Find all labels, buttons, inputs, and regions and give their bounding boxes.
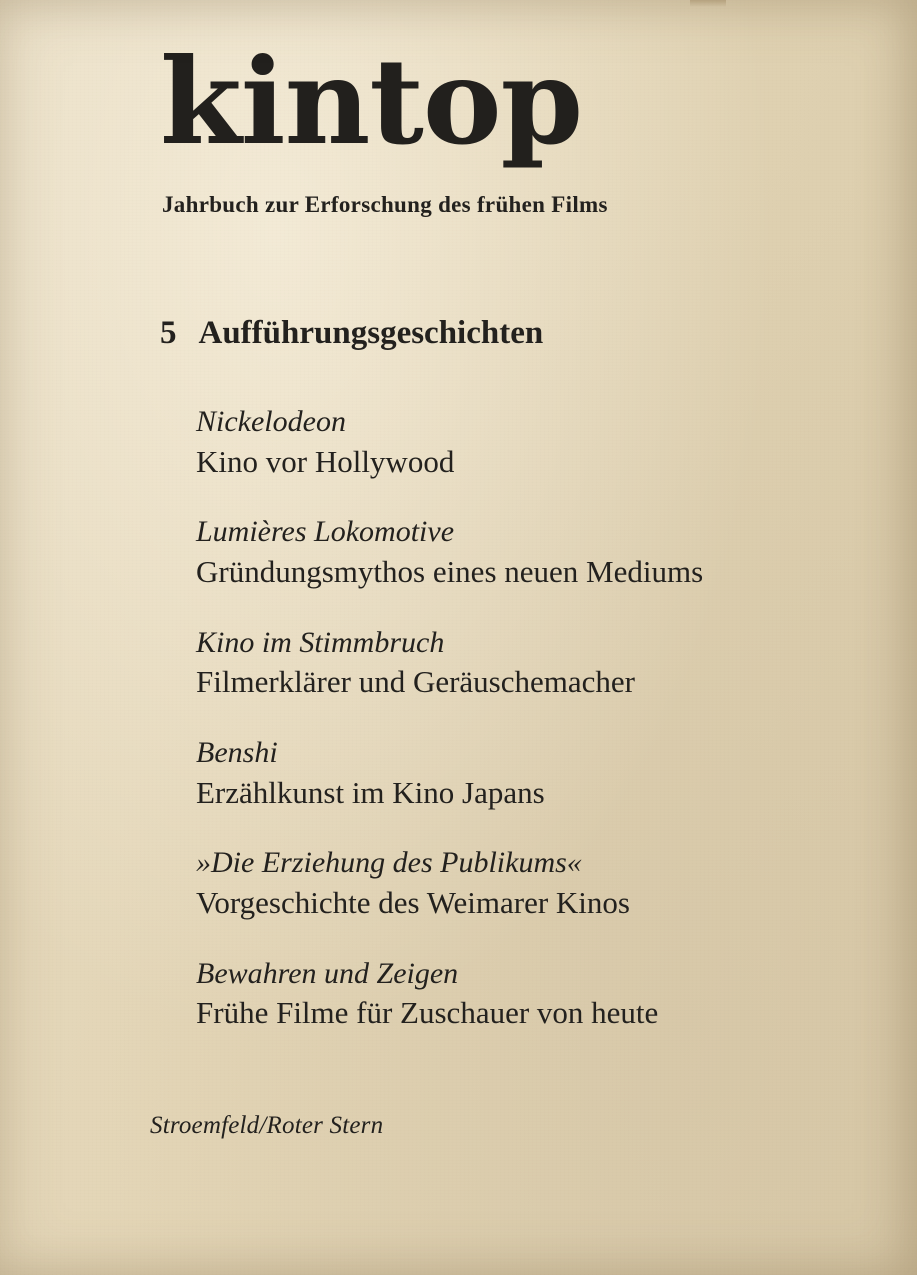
entry-title: Kino im Stimmbruch — [196, 625, 445, 659]
issue-title: Aufführungsgeschichten — [198, 315, 544, 351]
entry-subtitle: Filmerklärer und Geräuschemacher — [196, 664, 635, 700]
entry-subtitle: Gründungsmythos eines neuen Mediums — [196, 553, 704, 589]
issue-heading — [160, 315, 543, 352]
list-item — [196, 735, 846, 812]
list-item — [196, 625, 846, 702]
entry-subtitle: Kino vor Hollywood — [196, 443, 455, 479]
entry-subtitle: Vorgeschichte des Weimarer Kinos — [196, 884, 630, 920]
issue-number: 5 — [160, 315, 177, 351]
entry-title: Benshi — [196, 736, 278, 770]
entry-title: Bewahren und Zeigen — [196, 956, 459, 990]
entry-title: Nickelodeon — [196, 405, 346, 438]
publisher-imprint: Stroemfeld/Roter Stern — [150, 1112, 384, 1139]
entry-subtitle: Frühe Filme für Zuschauer von heute — [196, 995, 659, 1031]
journal-subtitle: Jahrbuch zur Erforschung des frühen Films — [162, 192, 608, 217]
list-item — [196, 404, 846, 481]
entry-subtitle: Erzählkunst im Kino Japans — [196, 774, 545, 810]
table-of-contents — [196, 404, 846, 1033]
journal-logo: kintop — [160, 32, 583, 171]
entry-title: Lumières Lokomotive — [196, 515, 455, 549]
page-edge-mark — [690, 0, 726, 7]
masthead — [160, 32, 800, 171]
list-item — [196, 956, 846, 1033]
list-item — [196, 845, 846, 922]
list-item — [196, 514, 846, 591]
entry-title: »Die Erziehung des Publikums« — [196, 846, 582, 880]
